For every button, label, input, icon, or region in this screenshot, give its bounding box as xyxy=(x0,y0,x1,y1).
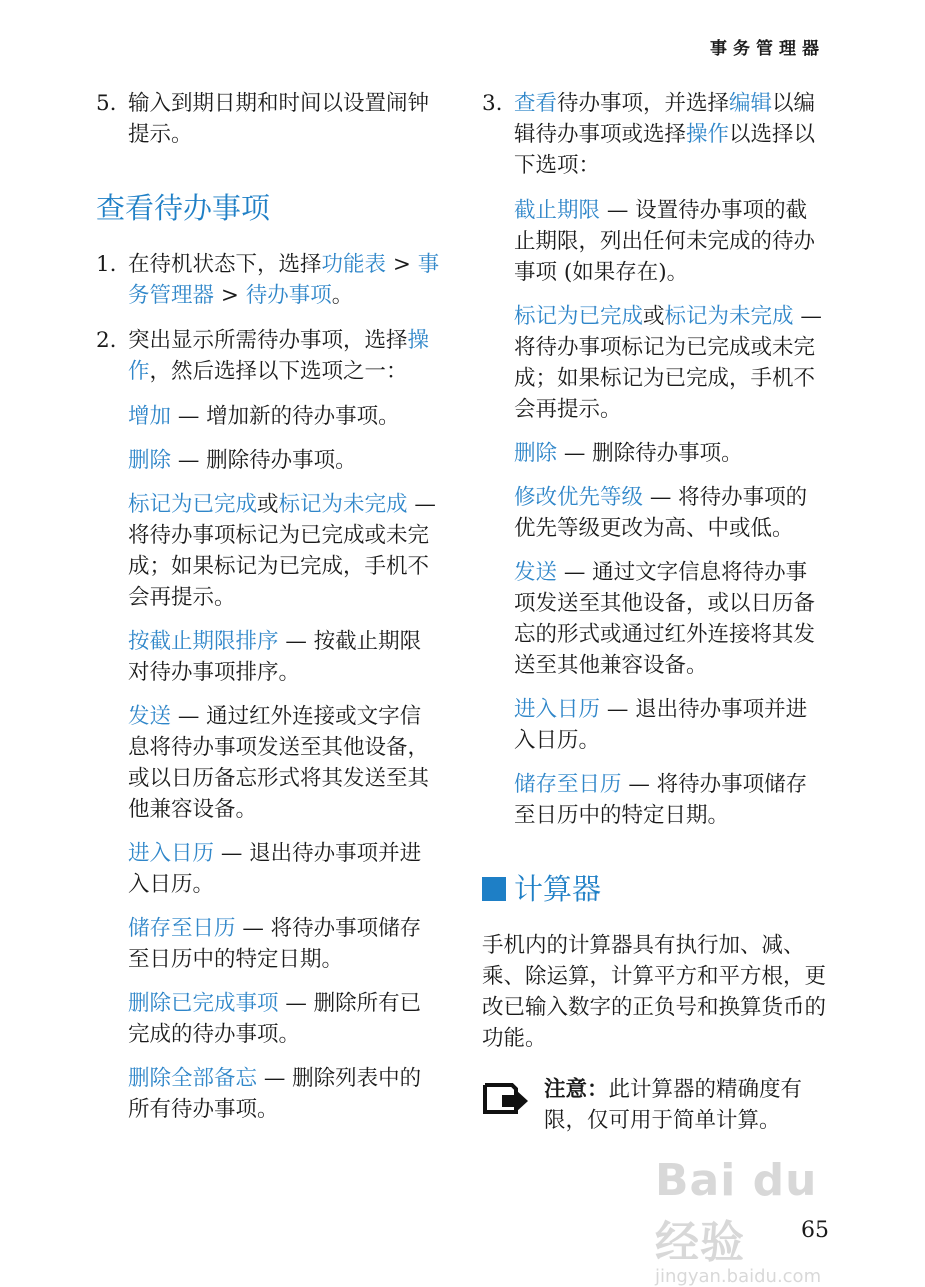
step-text: 查看待办事项，并选择编辑以编辑待办事项或选择操作以选择以下选项： xyxy=(514,91,816,178)
option-name: 储存至日历 xyxy=(514,772,622,797)
option-desc: — 通过文字信息将待办事项发送至其他设备，或以日历备忘的形式或通过红外连接将其发送至其他兼容设备。 xyxy=(514,560,816,678)
step-number: 1. xyxy=(96,252,117,277)
option-name: 标记为已完成 xyxy=(514,304,644,329)
note-label: 注意： xyxy=(544,1077,609,1102)
option-name: 发送 xyxy=(128,704,172,729)
option-name: 删除全部备忘 xyxy=(128,1066,258,1091)
option-desc: — 退出待办事项并进入日历。 xyxy=(128,841,422,897)
step-text: 突出显示所需待办事项，选择操作，然后选择以下选项之一： xyxy=(128,328,430,384)
section-title-view-todo: 查看待办事项 xyxy=(96,191,271,225)
option-item: 标记为已完成或标记为未完成 — 将待办事项标记为已完成或未完成；如果标记为已完成，手机不会再提示。 xyxy=(514,304,822,422)
option-desc: — 通过红外连接或文字信息将待办事项发送至其他设备，或以日历备忘形式将其发送至其他兼容设备。 xyxy=(128,704,430,822)
note-text: 注意：此计算器的精确度有限，仅可用于简单计算。 xyxy=(544,1077,803,1133)
option-item xyxy=(514,694,827,756)
option-item xyxy=(128,1063,441,1125)
option-desc: — 按截止期限对待办事项排序。 xyxy=(128,629,422,685)
menu-link-function-table: 功能表 xyxy=(321,252,387,277)
option-name: 增加 xyxy=(128,404,172,429)
step-number: 3. xyxy=(482,91,503,116)
menu-link-edit: 编辑 xyxy=(729,91,773,116)
section-square-icon xyxy=(482,877,506,901)
step-number: 2. xyxy=(96,328,117,353)
option-desc: — 删除待办事项。 xyxy=(557,441,743,466)
option-desc: — 将待办事项储存至日历中的特定日期。 xyxy=(514,772,808,828)
calculator-paragraph: 手机内的计算器具有执行加、减、乘、除运算，计算平方和平方根，更改已输入数字的正负号和换算货币的功能。 xyxy=(482,933,827,1051)
list-item-step-5 xyxy=(96,88,441,150)
menu-link-view: 查看 xyxy=(514,91,558,116)
menu-link-options: 操作 xyxy=(686,122,730,147)
page-number: 65 xyxy=(801,1218,829,1243)
section-title-calculator: 计算器 xyxy=(482,867,827,908)
option-item: 标记为已完成或标记为未完成 — 将待办事项标记为已完成或未完成；如果标记为已完成，手机不会再提示。 xyxy=(128,492,436,610)
option-desc: — 将待办事项标记为已完成或未完成；如果标记为已完成，手机不会再提示。 xyxy=(128,492,436,610)
option-name: 标记为已完成 xyxy=(128,492,258,517)
list-item-step-3 xyxy=(482,88,827,181)
note-icon xyxy=(482,1074,544,1136)
watermark-logo: Bai du 经验 xyxy=(655,1155,818,1268)
step-text: 输入到期日期和时间以设置闹钟提示。 xyxy=(128,91,430,147)
option-name: 进入日历 xyxy=(514,697,601,722)
option-name: 进入日历 xyxy=(128,841,215,866)
running-header: 事务管理器 xyxy=(710,39,825,59)
option-item xyxy=(128,913,441,975)
menu-link-todo: 待办事项 xyxy=(245,283,332,308)
option-item xyxy=(128,701,441,825)
note-box xyxy=(482,1074,827,1136)
option-desc: — 将待办事项标记为已完成或未完成；如果标记为已完成，手机不会再提示。 xyxy=(514,304,822,422)
option-item xyxy=(514,482,827,544)
option-desc: — 删除待办事项。 xyxy=(171,448,357,473)
option-item xyxy=(514,769,827,831)
option-desc: — 删除所有已完成的待办事项。 xyxy=(128,991,422,1047)
list-item-step-1 xyxy=(96,249,441,311)
option-name: 修改优先等级 xyxy=(514,485,644,510)
watermark-url: jingyan.baidu.com xyxy=(655,1266,822,1287)
right-column xyxy=(482,88,827,1136)
option-name: 按截止期限排序 xyxy=(128,629,279,654)
option-item xyxy=(514,195,827,288)
watermark xyxy=(655,1155,875,1287)
option-desc: — 退出待办事项并进入日历。 xyxy=(514,697,808,753)
option-item xyxy=(514,438,827,469)
option-item xyxy=(128,838,441,900)
step-text: 在待机状态下，选择功能表 > 事务管理器 > 待办事项。 xyxy=(128,252,440,308)
option-item xyxy=(128,401,441,432)
option-desc: — 设置待办事项的截止期限，列出任何未完成的待办事项 (如果存在)。 xyxy=(514,198,816,285)
menu-link-organizer: 事务管理器 xyxy=(128,252,440,308)
menu-link-options: 操作 xyxy=(128,328,430,384)
step-number: 5. xyxy=(96,91,117,116)
option-name: 发送 xyxy=(514,560,558,585)
option-name: 删除已完成事项 xyxy=(128,991,279,1016)
option-item xyxy=(128,445,441,476)
option-desc: — 增加新的待办事项。 xyxy=(171,404,400,429)
option-item xyxy=(514,557,827,681)
option-item xyxy=(128,626,441,688)
left-column xyxy=(96,88,441,1138)
list-item-step-2 xyxy=(96,325,441,387)
option-name: 截止期限 xyxy=(514,198,601,223)
option-name: 删除 xyxy=(514,441,558,466)
option-desc: — 删除列表中的所有待办事项。 xyxy=(128,1066,422,1122)
option-desc: — 将待办事项的优先等级更改为高、中或低。 xyxy=(514,485,808,541)
option-name: 储存至日历 xyxy=(128,916,236,941)
option-name: 删除 xyxy=(128,448,172,473)
option-item xyxy=(128,988,441,1050)
option-desc: — 将待办事项储存至日历中的特定日期。 xyxy=(128,916,422,972)
